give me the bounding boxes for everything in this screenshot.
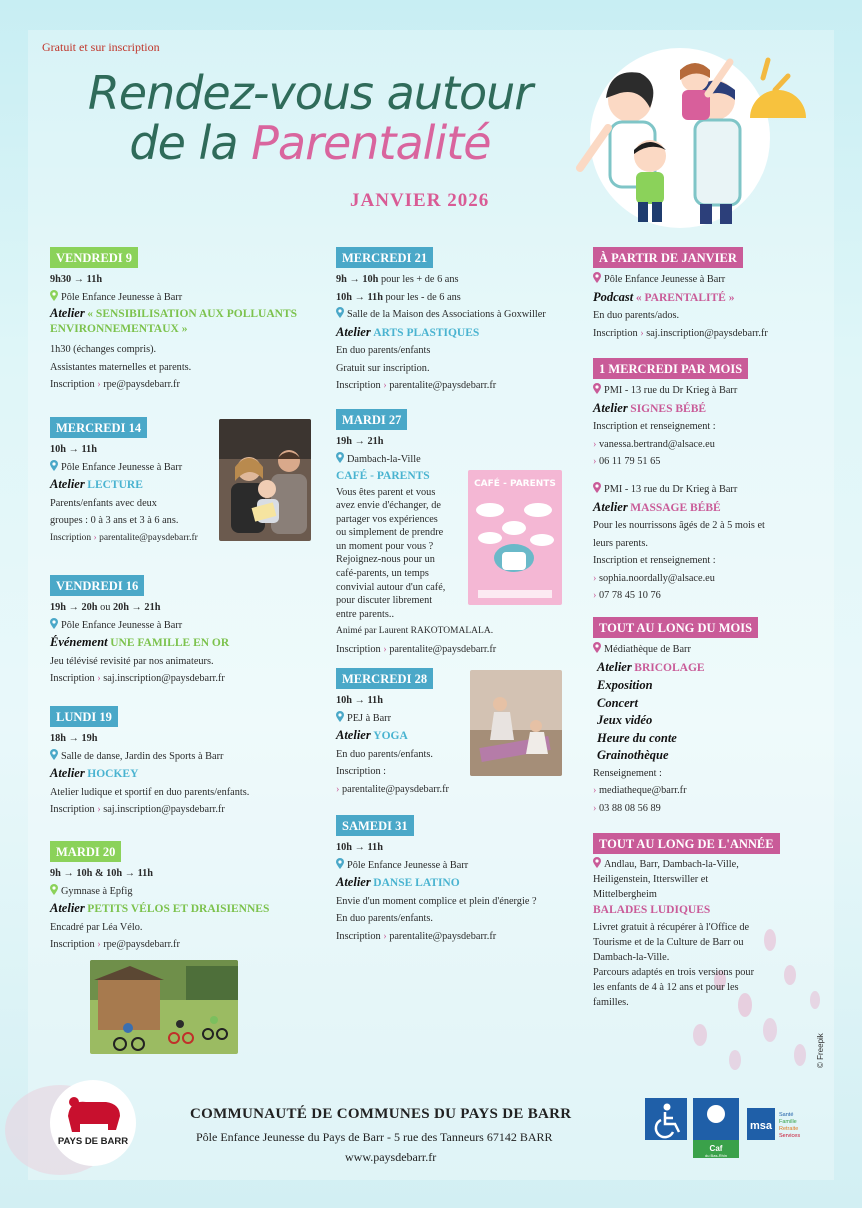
partner-logos xyxy=(645,1098,825,1165)
location-pin-icon xyxy=(50,290,58,301)
location-pin-icon xyxy=(593,383,601,394)
free-registration-note: Gratuit et sur inscription xyxy=(42,40,160,54)
registration-email-link[interactable]: parentalite@paysdebarr.fr xyxy=(389,380,497,391)
event-type: Atelier xyxy=(336,728,371,742)
event-time: 9h30 → 11h xyxy=(50,274,103,285)
event-type: Événement xyxy=(50,635,108,649)
event-desc-1: Renseignement : xyxy=(593,767,662,779)
bikes-photo xyxy=(90,960,238,1054)
logo-text: PAYS DE BARR xyxy=(57,1136,129,1147)
title-line-2-start: de la xyxy=(129,116,252,170)
event-place: Pôle Enfance Jeunesse à Barr xyxy=(50,617,315,635)
event-desc-1: En duo parents/ados. xyxy=(593,310,680,321)
activity-item: Concert xyxy=(597,695,638,710)
location-pin-icon xyxy=(50,749,58,760)
event-desc-2: groupes : 0 à 3 ans et 3 à 6 ans. xyxy=(50,515,179,526)
event-desc-1: En duo parents/enfants xyxy=(336,345,431,356)
event-type: Podcast xyxy=(593,289,634,304)
event-registration: Inscription › parentalite@paysdebarr.fr xyxy=(336,643,497,655)
event-desc-1: En duo parents/enfants. xyxy=(336,748,433,760)
event-tout-au-long-de-l-annee xyxy=(593,833,803,1010)
event-place: PEJ à Barr xyxy=(336,710,581,728)
event-name: BALADES LUDIQUES xyxy=(593,904,711,916)
event-name: PETITS VÉLOS ET DRAISIENNES xyxy=(87,903,270,915)
activity-item: Grainothèque xyxy=(597,748,669,762)
registration-email-link[interactable]: saj.inscription@paysdebarr.fr xyxy=(646,327,768,339)
activity-item: Exposition xyxy=(597,678,653,692)
event-time: 10h → 11h xyxy=(336,842,383,853)
event-type: Atelier xyxy=(593,499,628,514)
day-badge: TOUT AU LONG DU MOIS xyxy=(593,617,758,638)
event-registration: Inscription › saj.inscription@paysdebarr.fr xyxy=(50,673,225,684)
event-desc-1: Pour les nourrissons âgés de 2 à 5 mois et xyxy=(593,520,765,531)
day-badge: TOUT AU LONG DE L'ANNÉE xyxy=(593,833,780,854)
event-mercredi-21 xyxy=(336,247,581,395)
event-massage-bebe xyxy=(593,481,803,605)
event-time-1: 9h → 10h pour les + de 6 ans xyxy=(336,274,459,285)
location-pin-icon xyxy=(336,452,344,463)
contact-phone-link[interactable]: 03 88 08 56 89 xyxy=(599,802,661,814)
event-name: MASSAGE BÉBÉ xyxy=(630,501,721,514)
event-desc-2: Assistantes maternelles et parents. xyxy=(50,361,192,373)
contact-email: › vanessa.bertrand@alsace.eu xyxy=(593,438,715,450)
contact-email: › sophia.noordally@alsace.eu xyxy=(593,572,715,584)
event-registration: Inscription › parentalite@paysdebarr.fr xyxy=(336,380,497,391)
location-pin-icon xyxy=(336,711,344,722)
event-desc-1: Encadré par Léa Vélo. xyxy=(50,921,143,933)
event-description: Livret gratuit à récupérer à l'Office de Tourisme et de la Culture de Barr ou Dambach-la-Ville. Parcours adaptés en trois versions pour les enfants de 4 à 12 ans et pour les familles. xyxy=(593,921,754,1008)
event-1-mercredi-par-mois xyxy=(593,358,803,471)
event-place: Pôle Enfance Jeunesse à Barr xyxy=(336,857,581,875)
location-pin-icon xyxy=(593,482,601,493)
contact-email-link[interactable]: vanessa.bertrand@alsace.eu xyxy=(599,438,715,450)
contact-email-link[interactable]: sophia.noordally@alsace.eu xyxy=(599,572,715,584)
event-registration: › parentalite@paysdebarr.fr xyxy=(336,783,449,795)
event-name: ARTS PLASTIQUES xyxy=(373,326,480,339)
event-name: SIGNES BÉBÉ xyxy=(630,402,707,415)
partner-logos-graphic xyxy=(645,1098,825,1160)
event-name: BRICOLAGE xyxy=(634,661,705,674)
registration-email-link[interactable]: saj.inscription@paysdebarr.fr xyxy=(103,673,225,684)
location-pin-icon xyxy=(593,857,601,868)
event-desc-2: Inscription : xyxy=(336,766,387,777)
contact-phone-link[interactable]: 06 11 79 51 65 xyxy=(599,456,661,467)
svg-text:Services: Services xyxy=(779,1133,801,1139)
event-description: Vous êtes parent et vous avez envie d'échanger, de partager vos expériences ou simplement de prendre un moment pour vous ? Rejoignez-nous pour un café-parents, un temps convivial autour d'un café, pour discuter librement entre parents.. xyxy=(336,486,446,620)
event-registration: Inscription › saj.inscription@paysdebarr.fr xyxy=(50,804,225,815)
event-desc-1: Jeu télévisé revisité par nos animateurs. xyxy=(50,655,214,667)
event-vendredi-9 xyxy=(50,247,315,394)
location-pin-icon xyxy=(50,460,58,471)
organization-name: COMMUNAUTÉ DE COMMUNES DU PAYS DE BARR xyxy=(190,1106,572,1122)
contact-phone: › 06 11 79 51 65 xyxy=(593,456,661,467)
registration-email-link[interactable]: parentalite@paysdebarr.fr xyxy=(99,532,198,543)
event-place: Dambach-la-Ville xyxy=(336,451,581,469)
event-place: Médiathèque de Barr xyxy=(593,641,803,659)
bear-logo-icon xyxy=(50,1080,136,1166)
event-desc-2: En duo parents/enfants. xyxy=(336,913,433,924)
day-badge: À PARTIR DE JANVIER xyxy=(593,247,743,268)
event-place: Pôle Enfance Jeunesse à Barr xyxy=(593,271,803,289)
event-name: « PARENTALITÉ » xyxy=(635,291,735,304)
reading-photo xyxy=(219,419,311,541)
event-name: YOGA xyxy=(373,730,408,742)
event-registration: Inscription › parentalite@paysdebarr.fr xyxy=(336,930,497,942)
location-pin-icon xyxy=(593,642,601,653)
event-place: Pôle Enfance Jeunesse à Barr xyxy=(50,289,315,307)
event-time: 18h → 19h xyxy=(50,733,98,744)
registration-email-link[interactable]: rpe@paysdebarr.fr xyxy=(103,379,180,390)
event-time: 10h → 11h xyxy=(336,695,383,706)
event-type: Atelier xyxy=(50,901,85,915)
event-tout-au-long-du-mois xyxy=(593,617,803,817)
location-pin-icon xyxy=(336,307,344,318)
day-badge: 1 MERCREDI PAR MOIS xyxy=(593,358,748,379)
day-badge: SAMEDI 31 xyxy=(336,815,414,836)
event-place: Salle de danse, Jardin des Sports à Barr xyxy=(50,748,315,766)
event-place: Salle de la Maison des Associations à Goxwiller xyxy=(336,306,581,324)
event-place: PMI - 13 rue du Dr Krieg à Barr xyxy=(593,481,803,499)
event-registration: Inscription › rpe@paysdebarr.fr xyxy=(50,379,180,390)
svg-text:Retraite: Retraite xyxy=(779,1126,799,1132)
event-vendredi-16 xyxy=(50,575,315,688)
event-mardi-20 xyxy=(50,841,315,954)
registration-email-link[interactable]: parentalite@paysdebarr.fr xyxy=(389,643,497,655)
accessibility-icon xyxy=(664,1104,671,1111)
activity-item: Jeux vidéo xyxy=(597,713,653,727)
pays-de-barr-logo xyxy=(50,1080,136,1166)
event-type: Atelier xyxy=(336,875,371,889)
event-place: Pôle Enfance Jeunesse à Barr xyxy=(50,459,315,477)
event-name: « SENSIBILISATION AUX POLLUANTS ENVIRONNEMENTAUX » xyxy=(50,308,298,335)
svg-text:Caf: Caf xyxy=(709,1144,723,1153)
day-badge: MERCREDI 14 xyxy=(50,417,147,438)
image-credit: © Freepik xyxy=(816,1033,825,1068)
event-type: Atelier xyxy=(50,766,85,780)
event-type: Atelier xyxy=(597,659,632,674)
event-desc-1: Parents/enfants avec deux xyxy=(50,497,157,509)
event-desc-1: Atelier ludique et sportif en duo parents/enfants. xyxy=(50,786,250,798)
contact-email: › mediatheque@barr.fr xyxy=(593,785,687,796)
event-registration: Inscription › saj.inscription@paysdebarr.fr xyxy=(593,327,768,339)
contact-phone: › 03 88 08 56 89 xyxy=(593,802,661,814)
title-line-2-highlight: Parentalité xyxy=(251,116,491,170)
event-time-2: 10h → 11h pour les - de 6 ans xyxy=(336,291,461,303)
event-place: Gymnase à Epfig xyxy=(50,883,315,901)
day-badge: VENDREDI 9 xyxy=(50,247,138,268)
website-link[interactable]: www.paysdebarr.fr xyxy=(345,1150,437,1164)
activity-item: Heure du conte xyxy=(597,730,677,745)
event-desc-1: 1h30 (échanges compris). xyxy=(50,344,157,355)
day-badge: MERCREDI 21 xyxy=(336,247,433,268)
contact-email-link[interactable]: mediatheque@barr.fr xyxy=(599,785,687,796)
registration-email-link[interactable]: rpe@paysdebarr.fr xyxy=(103,939,180,950)
event-desc-2: Gratuit sur inscription. xyxy=(336,362,430,374)
event-type: Atelier xyxy=(50,306,85,320)
day-badge: LUNDI 19 xyxy=(50,706,118,727)
title-line-2 xyxy=(70,118,550,168)
event-place: PMI - 13 rue du Dr Krieg à Barr xyxy=(593,382,803,400)
location-pin-icon xyxy=(50,618,58,629)
event-name: LECTURE xyxy=(87,479,143,491)
svg-text:du Bas-Rhin: du Bas-Rhin xyxy=(704,1153,728,1158)
location-pin-icon xyxy=(593,272,601,283)
event-a-partir-de-janvier xyxy=(593,247,803,342)
event-name: UNE FAMILLE EN OR xyxy=(110,637,230,649)
event-type: Atelier xyxy=(593,400,628,415)
event-name: DANSE LATINO xyxy=(373,877,460,889)
contact-phone-link[interactable]: 07 78 45 10 76 xyxy=(599,590,661,601)
event-places: Andlau, Barr, Dambach-la-Ville, Heiligenstein, Itterswiller et Mittelbergheim xyxy=(593,859,739,900)
event-time: 10h → 11h xyxy=(50,444,97,455)
cafe-parents-poster xyxy=(468,470,562,605)
page-subtitle: JANVIER 2026 xyxy=(350,190,490,211)
day-badge: VENDREDI 16 xyxy=(50,575,144,596)
event-desc-2: leurs parents. xyxy=(593,537,648,549)
day-badge: MARDI 27 xyxy=(336,409,407,430)
event-type: Atelier xyxy=(50,477,85,491)
day-badge: MARDI 20 xyxy=(50,841,121,862)
event-name: HOCKEY xyxy=(87,768,139,780)
svg-text:msa: msa xyxy=(749,1120,773,1132)
event-desc-3: Inscription et renseignement : xyxy=(593,555,716,566)
day-badge: MERCREDI 28 xyxy=(336,668,433,689)
event-registration: Inscription › rpe@paysdebarr.fr xyxy=(50,939,180,950)
organization-address: Pôle Enfance Jeunesse du Pays de Barr - 5 rue des Tanneurs 67142 BARR xyxy=(196,1130,553,1144)
registration-email-link[interactable]: parentalite@paysdebarr.fr xyxy=(389,930,497,942)
event-desc-1: Envie d'un moment complice et plein d'énergie ? xyxy=(336,895,537,907)
family-illustration xyxy=(570,38,832,228)
location-pin-icon xyxy=(336,858,344,869)
title-line-1: Rendez-vous autour xyxy=(87,66,533,120)
page-title xyxy=(70,68,550,168)
event-time: 9h → 10h & 10h → 11h xyxy=(50,868,154,879)
svg-text:Famille: Famille xyxy=(779,1119,797,1125)
event-samedi-31 xyxy=(336,815,581,945)
event-lundi-19 xyxy=(50,706,315,819)
registration-email-link[interactable]: saj.inscription@paysdebarr.fr xyxy=(103,804,225,815)
contact-phone: › 07 78 45 10 76 xyxy=(593,590,661,601)
event-host: Animé par Laurent RAKOTOMALALA. xyxy=(336,626,494,637)
location-pin-icon xyxy=(50,884,58,895)
event-desc-1: Inscription et renseignement : xyxy=(593,421,716,432)
event-time: 19h → 20h ou 20h → 21h xyxy=(50,602,161,613)
event-name: CAFÉ - PARENTS xyxy=(336,470,430,482)
event-time: 19h → 21h xyxy=(336,436,384,447)
poster-title: CAFÉ - PARENTS xyxy=(474,479,556,489)
yoga-photo xyxy=(470,670,562,776)
event-type: Atelier xyxy=(336,324,371,339)
event-registration: Inscription › parentalite@paysdebarr.fr xyxy=(50,532,198,543)
registration-email-link[interactable]: parentalite@paysdebarr.fr xyxy=(342,783,449,795)
svg-text:Santé: Santé xyxy=(779,1112,794,1118)
